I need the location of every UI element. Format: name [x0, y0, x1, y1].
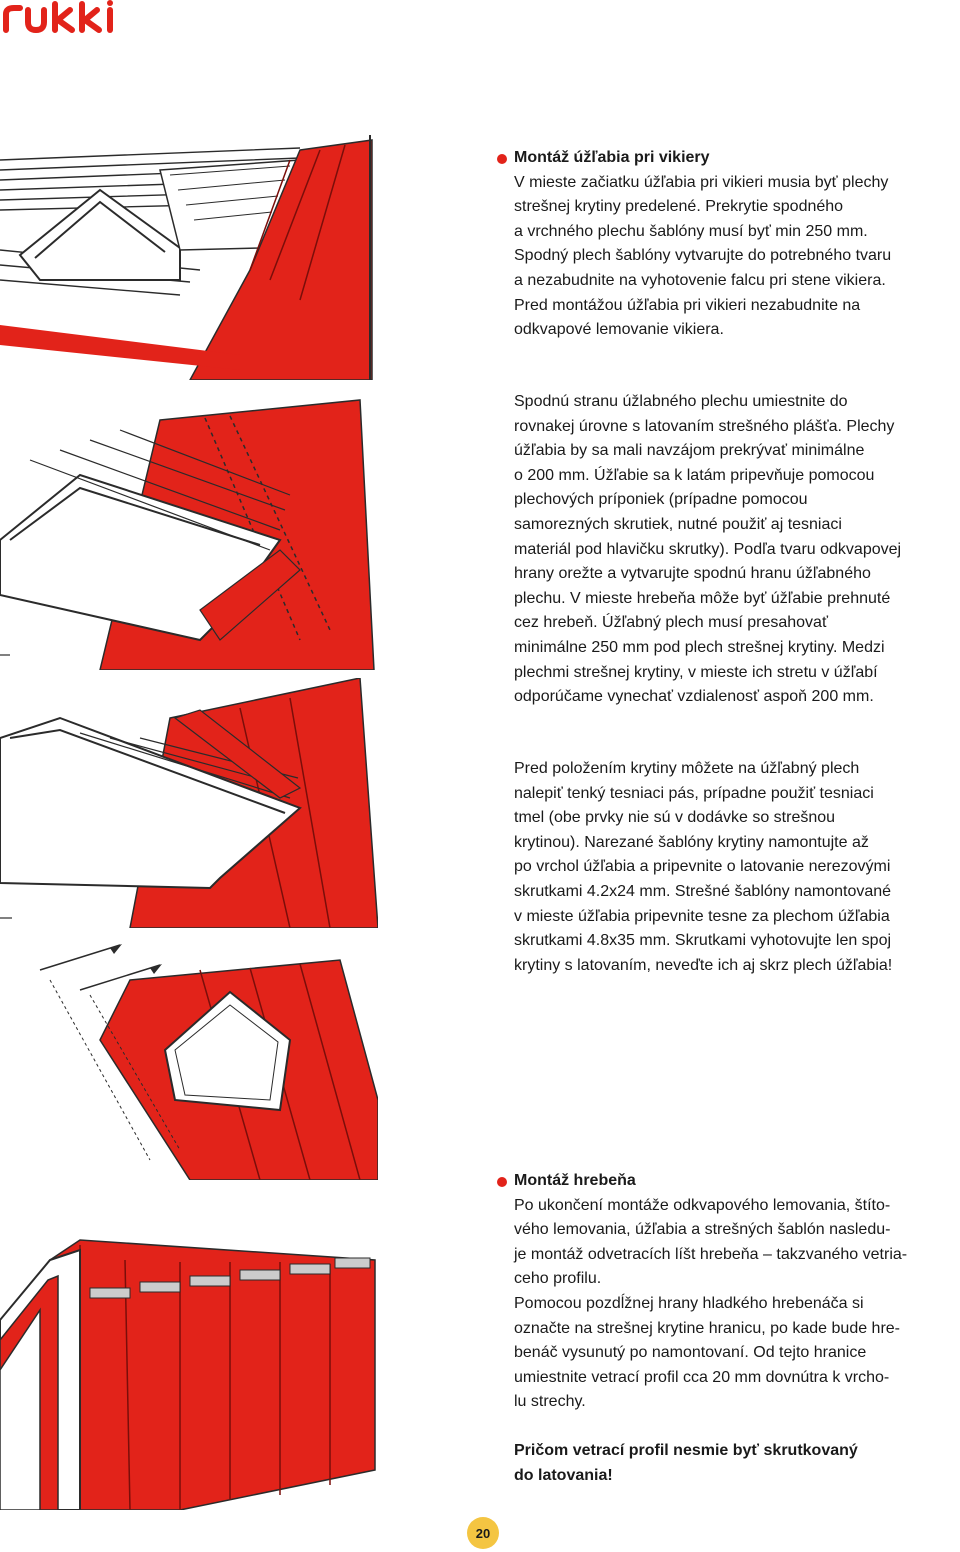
- section-heading: Montáž úžľabia pri vikiery: [514, 146, 960, 171]
- page-number-badge: [467, 1517, 499, 1549]
- text-line: po vrchol úžľabia a pripevnite o latovanie nerezovými: [514, 858, 891, 876]
- text-line: plechmi strešnej krytiny, v mieste ich stretu v úžľabí: [514, 663, 878, 681]
- text-line: minimálne 250 mm pod plech strešnej krytiny. Medzi: [514, 638, 885, 656]
- text-line: hrany orežte a vytvarujte spodnú hranu úžľabného: [514, 565, 871, 583]
- text-line: rovnakej úrovne s latovaním strešného plášťa. Plechy: [514, 417, 895, 435]
- bullet-icon: [497, 1177, 507, 1187]
- page-number: 20: [475, 1525, 491, 1541]
- text-line: tmel (obe prvky nie sú v dodávke so strešnou: [514, 809, 836, 827]
- text-line: umiestnite vetrací profil cca 20 mm dovnútra k vrcho-: [514, 1368, 890, 1386]
- valley-dormer-illustration-2: [0, 380, 378, 670]
- text-line: označte na strešnej krytine hranicu, po kade bude hre-: [514, 1319, 901, 1337]
- valley-dormer-illustration-3: [0, 678, 378, 928]
- text-line: a nezabudnite na vyhotovenie falcu pri stene vikiera.: [514, 271, 886, 289]
- section-valley-placement: [514, 390, 960, 710]
- text-line: odporúčame vynechať vzdialenosť aspoň 200 mm.: [514, 688, 874, 706]
- text-line: Spodný plech šablóny vytvarujte do potrebného tvaru: [514, 247, 892, 265]
- text-line: Pred montážou úžľabia pri vikieri nezabudnite na: [514, 296, 861, 314]
- text-line: v mieste úžľabia pripevnite tesne za plechom úžľabia: [514, 907, 890, 925]
- text-line: Spodnú stranu úžlabného plechu umiestnite do: [514, 393, 848, 410]
- text-line: a vrchného plechu šablóny musí byť min 250 mm.: [514, 222, 868, 240]
- text-line: nalepiť tenký tesniaci pás, prípadne použiť tesniaci: [514, 784, 874, 802]
- text-line: úžľabia by sa mali navzájom prekrývať minimálne: [514, 442, 865, 460]
- text-line: strešnej krytiny predelené. Prekrytie spodného: [514, 198, 844, 216]
- text-line: o 200 mm. Úžľabie sa k latám pripevňuje pomocou: [514, 466, 875, 484]
- text-line: je montáž odvetracích líšt hrebeňa – takzvaného vetria-: [514, 1245, 908, 1263]
- text-line: odkvapové lemovanie vikiera.: [514, 321, 724, 339]
- warning-note: Pričom vetrací profil nesmie byť skrutkovaný: [514, 1441, 858, 1459]
- warning-note: do latovania!: [514, 1466, 613, 1484]
- section-sheet-mounting: [514, 757, 960, 978]
- text-line: samorezných skrutiek, nutné použiť aj tesniaci: [514, 515, 842, 533]
- text-line: ceho profilu.: [514, 1270, 602, 1288]
- text-line: materiál pod hlavičku skrutky). Podľa tvaru odkvapovej: [514, 540, 902, 558]
- bullet-icon: [497, 154, 507, 164]
- text-line: Pred položením krytiny môžete na úžľabný plech: [514, 760, 860, 777]
- text-line: Po ukončení montáže odkvapového lemovania, štíto-: [514, 1196, 891, 1214]
- text-line: V mieste začiatku úžľabia pri vikieri musia byť plechy: [514, 173, 889, 191]
- text-line: skrutkami 4.2x24 mm. Strešné šablóny namontované: [514, 882, 892, 900]
- text-line: benáč vysunutý po namontovaní. Od tejto hranice: [514, 1344, 867, 1362]
- section-dormer-valley: [514, 146, 960, 343]
- section-ridge-mounting: [514, 1169, 960, 1488]
- dormer-roof-illustration-4: [0, 930, 378, 1180]
- text-line: lu strechy.: [514, 1393, 586, 1411]
- text-line: krytiny s latovaním, neveďte ich aj skrz plech úžľabia!: [514, 956, 893, 974]
- text-line: plechových príponiek (prípadne pomocou: [514, 491, 808, 509]
- text-line: krytinou). Narezané šablóny krytiny namontujte až: [514, 833, 869, 851]
- text-line: Pomocou pozdĺžnej hrany hladkého hrebenáča si: [514, 1294, 864, 1312]
- text-line: skrutkami 4.8x35 mm. Skrutkami vyhotovujte len spoj: [514, 932, 892, 950]
- text-line: vého lemovania, úžľabia a strešných šablón nasledu-: [514, 1221, 891, 1239]
- valley-dormer-illustration-1: [0, 130, 380, 380]
- text-line: cez hrebeň. Úžľabný plech musí presahovať: [514, 614, 828, 632]
- section-heading: Montáž hrebeňa: [514, 1169, 960, 1194]
- text-line: plechu. V mieste hrebeňa môže byť úžľabie prehnuté: [514, 589, 891, 607]
- rukki-logo: [0, 0, 140, 34]
- ridge-illustration: [0, 1210, 380, 1510]
